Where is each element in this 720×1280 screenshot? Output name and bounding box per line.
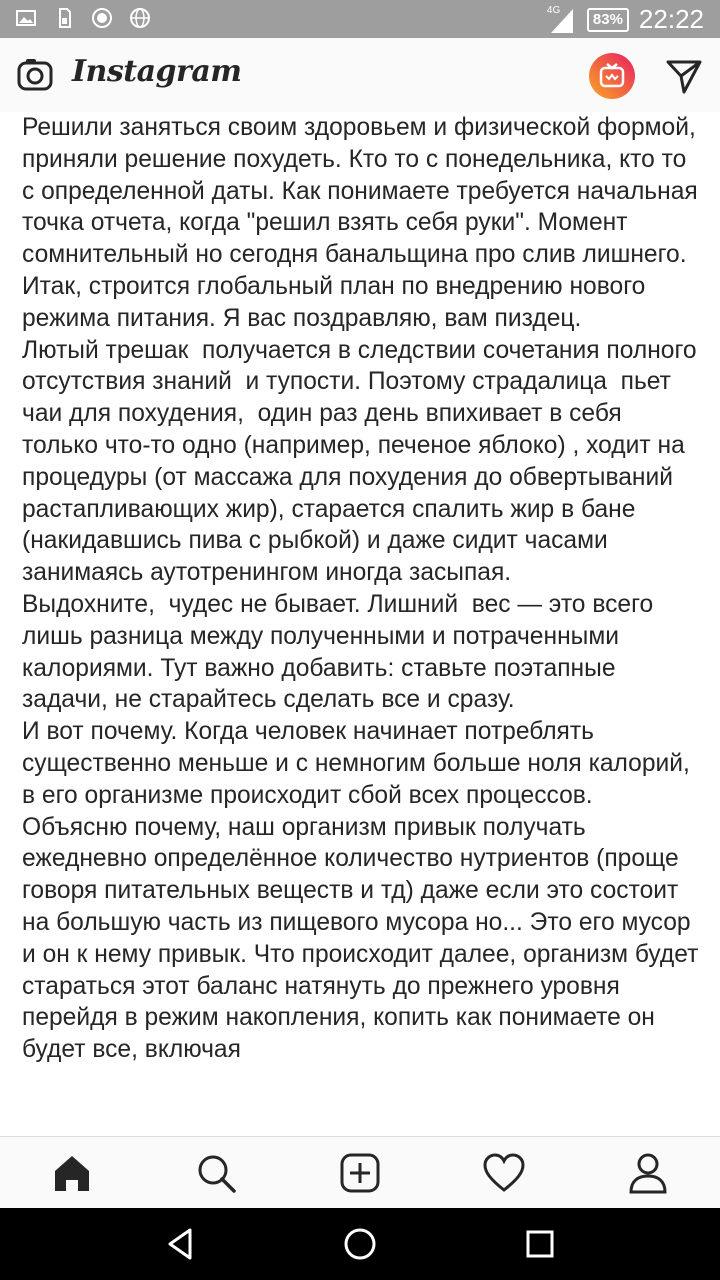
home-icon[interactable]	[50, 1151, 94, 1195]
notification-icons	[14, 6, 152, 30]
system-status	[547, 4, 704, 35]
gallery-notification-icon	[14, 6, 38, 30]
profile-icon[interactable]	[626, 1151, 670, 1195]
home-circle-icon[interactable]	[342, 1226, 378, 1262]
post-content[interactable]	[0, 112, 720, 1136]
instagram-logo: Instagram	[72, 54, 242, 89]
status-bar	[0, 0, 720, 38]
signal-icon	[547, 5, 577, 35]
battery-level: 83%	[587, 8, 629, 32]
post-caption: Решили заняться своим здоровьем и физической формой, приняли решение похудеть. Кто то с понедельника, кто то с определенной даты. Как понимаете требуется начальная точка отчета, когда "решил взять себя руки". Момент сомнительный но сегодня банальщина про слив лишнего. Итак, строится глобальный план по внедрению нового режима питания. Я вас поздравляю, вам пиздец. Лютый трешак получается в следствии сочетания полного отсутствия знаний и тупости. Поэтому страдалица пьет чаи для похудения, один раз день впихивает в себя только что-то одно (например, печеное яблоко) , ходит на процедуры (от массажа для похудения до обвертываний растапливающих жир), старается спалить жир в бане (накидавшись пива с рыбкой) и даже сидит часами занимаясь аутотренингом иногда засыпая. Выдохните, чудес не бывает. Лишний вес — это всего лишь разница между полученными и потраченными калориями. Тут важно добавить: ставьте поэтапные задачи, не старайтесь сделать все и сразу. И вот почему. Когда человек начинает потреблять существенно меньше и с немногим больше ноля калорий, в его организме происходит сбой всех процессов. Объясню почему, наш организм привык получать ежедневно определённое количество нутриентов (проще говоря питательных веществ и тд) даже если это состоит на большую часть из пищевого мусора но... Это его мусор и он к нему привык. Что происходит далее, организм будет стараться этот баланс натянуть до прежнего уровня перейдя в режим накопления, копить как понимаете он будет все, включая	[22, 114, 699, 1064]
back-icon[interactable]	[162, 1226, 198, 1262]
heart-icon[interactable]	[482, 1151, 526, 1195]
recents-icon[interactable]	[522, 1226, 558, 1262]
app-header	[0, 38, 720, 113]
camera-icon[interactable]	[16, 56, 54, 94]
direct-message-icon[interactable]	[664, 56, 704, 96]
sim-notification-icon	[52, 6, 76, 30]
bottom-navigation	[0, 1136, 720, 1209]
system-navigation-bar	[0, 1208, 720, 1280]
search-icon[interactable]	[194, 1151, 238, 1195]
add-post-icon[interactable]	[338, 1151, 382, 1195]
clock: 22:22	[638, 4, 704, 34]
igtv-icon[interactable]	[588, 52, 636, 100]
globe-notification-icon	[128, 6, 152, 30]
lion-notification-icon	[90, 6, 114, 30]
network-type: 4G	[546, 4, 561, 16]
